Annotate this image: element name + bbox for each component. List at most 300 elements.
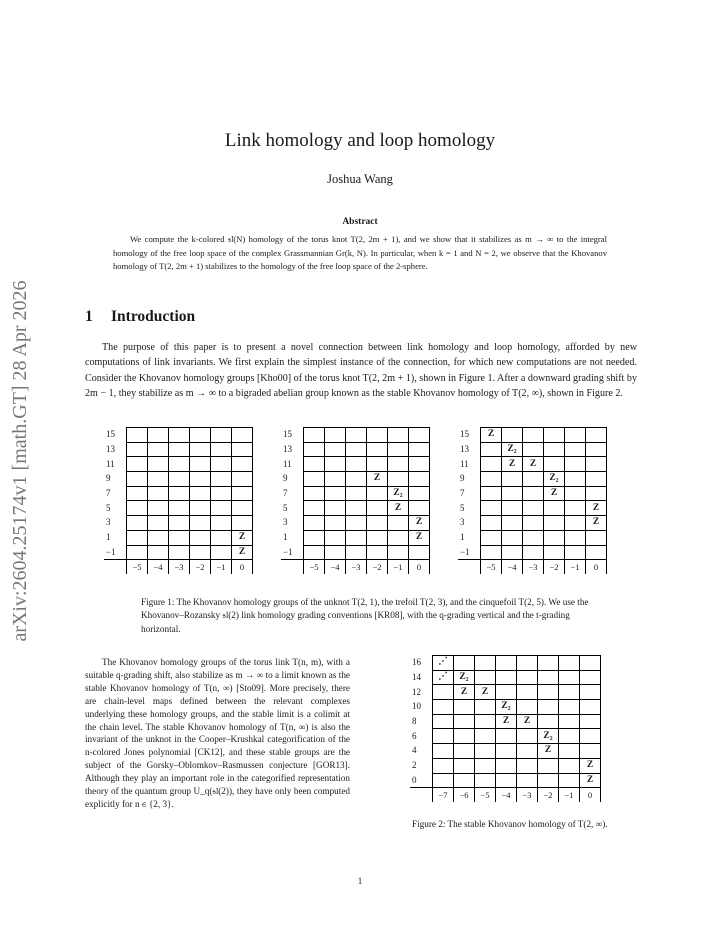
homology-cell [565,530,586,545]
homology-cell [523,530,544,545]
homology-cell [586,486,607,501]
q-grading-label: 13 [281,442,304,457]
homology-cell [544,442,565,457]
homology-cell [409,428,430,443]
homology-cell [190,516,211,531]
homology-cell [148,530,169,545]
q-grading-label: −1 [104,545,127,560]
abstract-text: We compute the k-colored 𝔰𝔩(N) homology of the torus knot T(2, 2m + 1), and we show that it stabilizes as m → ∞ to the integral homology of the free loop space of the complex Grassmannian Gr(k, N). In particular, when k = 1 and N = 2, we observe that the Khovanov homology of T(2, 2m + 1) stabilizes to the homology of the free loop space of the 2-sphere. [113,234,607,271]
homology-cell [148,545,169,560]
q-grading-label: 7 [104,486,127,501]
q-grading-label: 11 [281,457,304,472]
homology-cell [388,516,409,531]
homology-cell [367,530,388,545]
homology-cell [304,545,325,560]
homology-cell [544,501,565,516]
q-grading-label: 9 [104,472,127,487]
homology-cell [304,530,325,545]
homology-cell [304,516,325,531]
homology-cell [496,685,517,700]
homology-cell [517,670,538,685]
homology-cell [538,656,559,671]
q-grading-label: 5 [458,501,481,516]
homology-cell [565,457,586,472]
t-grading-label: 0 [232,560,253,575]
t-grading-label: −2 [544,560,565,575]
homology-cell: Z₂ [502,442,523,457]
homology-cell: Z [496,714,517,729]
q-grading-label: 1 [281,530,304,545]
t-grading-label: −4 [325,560,346,575]
homology-cell [190,457,211,472]
q-grading-label: 1 [458,530,481,545]
t-grading-label: −1 [211,560,232,575]
q-grading-label: 15 [458,428,481,443]
q-grading-label: −1 [281,545,304,560]
homology-cell [367,442,388,457]
homology-cell [496,656,517,671]
homology-cell [580,729,601,744]
homology-cell [148,516,169,531]
homology-cell [211,442,232,457]
homology-cell [475,773,496,788]
homology-cell [304,501,325,516]
t-grading-label: −7 [433,788,454,803]
homology-cell [544,530,565,545]
t-grading-label: −3 [523,560,544,575]
t-grading-label: −3 [169,560,190,575]
section-title: Introduction [111,308,196,325]
homology-cell [475,700,496,715]
t-grading-label: −5 [127,560,148,575]
homology-cell [127,442,148,457]
homology-cell [502,501,523,516]
q-grading-label: 3 [281,516,304,531]
homology-cell [388,530,409,545]
t-grading-label: −2 [538,788,559,803]
homology-cell [586,457,607,472]
homology-cell [502,472,523,487]
homology-cell [409,472,430,487]
homology-cell [169,457,190,472]
homology-cell [148,501,169,516]
homology-cell: Z [232,545,253,560]
homology-cell [517,700,538,715]
homology-cell [148,457,169,472]
homology-cell [346,516,367,531]
homology-cell [190,545,211,560]
homology-cell [454,656,475,671]
homology-cell [517,758,538,773]
homology-cell [454,700,475,715]
section-heading [85,308,195,326]
homology-cell [454,729,475,744]
homology-cell [565,516,586,531]
homology-cell [586,545,607,560]
q-grading-label: 5 [104,501,127,516]
homology-cell [565,428,586,443]
homology-cell [367,545,388,560]
homology-cell [454,714,475,729]
q-grading-label: 11 [104,457,127,472]
homology-cell [475,744,496,759]
t-grading-label: 0 [586,560,607,575]
homology-cell: Z₂ [496,700,517,715]
q-grading-label: 16 [410,656,433,671]
arxiv-identifier: arXiv:2604.25174v1 [math.GT] 28 Apr 2026 [9,280,31,642]
page-number: 1 [357,876,363,886]
figure-1-caption: Figure 1: The Khovanov homology groups of the unknot T(2, 1), the trefoil T(2, 3), and the cinquefoil T(2, 5). We use the Khovanov–Rozansky 𝔰𝔩(2) link homology grading conventions [KR08], with the q-grading vertical and the t-grading horizontal. [141,597,589,634]
homology-cell [211,486,232,501]
homology-cell [502,545,523,560]
homology-cell: Z [409,530,430,545]
homology-cell [169,486,190,501]
q-grading-label: 10 [410,700,433,715]
q-grading-label: 14 [410,670,433,685]
homology-cell [580,744,601,759]
homology-cell [481,501,502,516]
homology-cell [211,457,232,472]
homology-cell [148,472,169,487]
q-grading-label: 9 [281,472,304,487]
homology-cell [127,516,148,531]
homology-cell [523,486,544,501]
t-grading-label: −5 [304,560,325,575]
homology-cell [538,670,559,685]
homology-cell [232,501,253,516]
q-grading-label: 8 [410,714,433,729]
q-grading-label: 9 [458,472,481,487]
homology-cell [304,457,325,472]
homology-cell [538,700,559,715]
homology-cell [190,501,211,516]
homology-cell [367,501,388,516]
body-paragraph: The Khovanov homology groups of the torus link T(n, m), with a suitable q-grading shift, also stabilize as m → ∞ to a limit known as the stable Khovanov homology of T(n, ∞) [Sto09]. More precisely, there are chain-level maps defined between the relevant complexes underlying these homology groups, and the stable limit is a colimit at the chain level. The stable Khovanov homology of T(n, ∞) is also the invariant of the unknot in the Cooper–Krushkal categorification of the n-colored Jones polynomial [CK12], and these stable groups are the subject of the Gorsky–Oblomkov–Rasmussen conjecture [GOR13]. Although they play an important role in the categorified representation theory of the quantum group U_q(𝔰𝔩(2)), they have only been computed explicitly for n ∈ {2, 3}. [85,657,350,809]
paper-title: Link homology and loop homology [224,130,496,151]
homology-cell [454,773,475,788]
homology-cell [388,442,409,457]
t-grading-label: −2 [190,560,211,575]
homology-cell [433,744,454,759]
homology-cell [481,545,502,560]
homology-cell [211,516,232,531]
homology-cell [565,472,586,487]
homology-cell [232,442,253,457]
homology-cell [304,442,325,457]
homology-cell [454,758,475,773]
homology-cell [325,545,346,560]
homology-cell [325,472,346,487]
homology-cell [580,700,601,715]
homology-cell [475,758,496,773]
homology-cell [523,472,544,487]
khovanov-table-unknot [104,427,253,574]
homology-cell [481,486,502,501]
homology-cell [127,501,148,516]
homology-cell: Z [481,428,502,443]
homology-cell [346,545,367,560]
homology-cell: Z [232,530,253,545]
axis-corner [410,788,433,803]
homology-cell [325,428,346,443]
homology-cell [169,516,190,531]
homology-cell [538,758,559,773]
homology-cell [517,685,538,700]
homology-cell [523,428,544,443]
homology-cell [346,486,367,501]
homology-cell [433,700,454,715]
homology-cell: ⋰ [433,656,454,671]
t-grading-label: −4 [148,560,169,575]
homology-cell: Z [367,472,388,487]
axis-corner [458,560,481,575]
q-grading-label: 3 [104,516,127,531]
homology-cell [475,729,496,744]
intro-paragraph: The purpose of this paper is to present a novel connection between link homology and loop homology, afforded by new computations of link invariants. We first explain the simplest instance of the connection, for which new computations are not needed. Consider the Khovanov homology groups [Kho00] of the torus knot T(2, 2m + 1), shown in Figure 1. After a downward grading shift by 2m − 1, they stabilize as m → ∞ to a bigraded abelian group known as the stable Khovanov homology of T(2, ∞), shown in Figure 2. [85,342,637,399]
homology-cell [481,516,502,531]
homology-cell: Z [580,773,601,788]
t-grading-label: 0 [580,788,601,803]
homology-cell: ⋰ [433,670,454,685]
homology-cell [565,501,586,516]
homology-cell [544,428,565,443]
homology-cell [580,656,601,671]
author-name: Joshua Wang [327,172,393,186]
homology-cell [496,729,517,744]
homology-cell [325,457,346,472]
homology-cell [325,442,346,457]
homology-cell [388,545,409,560]
homology-cell [433,758,454,773]
homology-cell [580,670,601,685]
homology-cell [586,530,607,545]
homology-cell [409,545,430,560]
homology-cell [559,670,580,685]
homology-cell [190,486,211,501]
t-grading-label: −2 [367,560,388,575]
homology-cell [148,442,169,457]
homology-cell [232,457,253,472]
q-grading-label: 5 [281,501,304,516]
q-grading-label: 4 [410,744,433,759]
abstract-heading: Abstract [342,217,378,227]
homology-cell [232,472,253,487]
homology-cell: Z [454,685,475,700]
homology-cell [565,545,586,560]
homology-cell [346,530,367,545]
t-grading-label: −1 [559,788,580,803]
homology-cell: Z [580,758,601,773]
q-grading-label: 6 [410,729,433,744]
homology-cell [481,530,502,545]
q-grading-label: 7 [458,486,481,501]
homology-cell [346,442,367,457]
homology-cell [496,773,517,788]
homology-cell [169,501,190,516]
homology-cell [325,486,346,501]
homology-cell [409,457,430,472]
homology-cell [523,501,544,516]
homology-cell [565,486,586,501]
homology-cell [559,714,580,729]
homology-cell [502,530,523,545]
homology-cell [169,472,190,487]
homology-cell [538,773,559,788]
t-grading-label: −6 [454,788,475,803]
homology-cell [496,758,517,773]
homology-cell [409,442,430,457]
homology-cell [211,530,232,545]
homology-cell [346,472,367,487]
homology-cell [517,744,538,759]
homology-cell [454,744,475,759]
homology-cell [475,656,496,671]
homology-cell [433,729,454,744]
homology-cell [190,472,211,487]
homology-cell [346,501,367,516]
homology-cell [502,516,523,531]
homology-cell [544,457,565,472]
homology-cell [388,472,409,487]
homology-cell [502,428,523,443]
q-grading-label: 13 [458,442,481,457]
homology-cell [325,501,346,516]
axis-corner [281,560,304,575]
homology-cell [409,501,430,516]
homology-cell [304,486,325,501]
homology-cell: Z [388,501,409,516]
homology-cell [211,472,232,487]
homology-cell: Z [586,501,607,516]
homology-cell [409,486,430,501]
homology-cell: Z [523,457,544,472]
homology-cell: Z [502,457,523,472]
homology-cell: Z [586,516,607,531]
q-grading-label: 2 [410,758,433,773]
homology-cell [169,428,190,443]
t-grading-label: −1 [388,560,409,575]
homology-cell [475,670,496,685]
homology-cell: Z [517,714,538,729]
homology-cell [367,516,388,531]
q-grading-label: 15 [104,428,127,443]
homology-cell [127,428,148,443]
homology-cell [580,685,601,700]
q-grading-label: 12 [410,685,433,700]
homology-cell [232,516,253,531]
homology-cell [559,685,580,700]
homology-cell [517,729,538,744]
homology-cell [169,530,190,545]
homology-cell: Z [409,516,430,531]
homology-cell [325,530,346,545]
homology-cell [565,442,586,457]
homology-cell [127,457,148,472]
homology-cell [169,442,190,457]
homology-cell [544,545,565,560]
homology-cell [559,656,580,671]
homology-cell [586,442,607,457]
q-grading-label: 1 [104,530,127,545]
homology-cell [496,744,517,759]
homology-cell [475,714,496,729]
homology-cell [211,545,232,560]
homology-cell [559,773,580,788]
homology-cell [367,457,388,472]
homology-cell [232,486,253,501]
homology-cell [127,472,148,487]
t-grading-label: −4 [496,788,517,803]
homology-cell [586,472,607,487]
homology-cell [211,428,232,443]
q-grading-label: 11 [458,457,481,472]
axis-corner [104,560,127,575]
homology-cell [502,486,523,501]
q-grading-label: 13 [104,442,127,457]
q-grading-label: 0 [410,773,433,788]
q-grading-label: 15 [281,428,304,443]
homology-cell [433,685,454,700]
homology-cell [538,685,559,700]
figure-2-caption: Figure 2: The stable Khovanov homology of T(2, ∞). [412,819,608,829]
t-grading-label: −3 [517,788,538,803]
t-grading-label: 0 [409,560,430,575]
homology-cell [388,428,409,443]
section-number: 1 [85,308,93,325]
homology-cell [433,714,454,729]
t-grading-label: −4 [502,560,523,575]
homology-cell [304,472,325,487]
homology-cell [148,486,169,501]
homology-cell [325,516,346,531]
stable-khovanov-table [410,655,601,802]
q-grading-label: 3 [458,516,481,531]
homology-cell [127,486,148,501]
homology-cell [388,457,409,472]
homology-cell [523,516,544,531]
homology-cell [586,428,607,443]
q-grading-label: 7 [281,486,304,501]
homology-cell: Z₂ [454,670,475,685]
homology-cell: Z [475,685,496,700]
homology-cell [559,700,580,715]
homology-cell [481,442,502,457]
homology-cell: Z₂ [388,486,409,501]
homology-cell: Z₂ [538,729,559,744]
homology-cell [523,442,544,457]
t-grading-label: −5 [475,788,496,803]
homology-cell [190,530,211,545]
homology-cell [346,428,367,443]
homology-cell [559,744,580,759]
homology-cell [481,457,502,472]
homology-cell [190,428,211,443]
homology-cell [517,773,538,788]
homology-cell [517,656,538,671]
homology-cell [433,773,454,788]
homology-cell [190,442,211,457]
homology-cell [367,428,388,443]
homology-cell: Z [538,744,559,759]
khovanov-table-cinquefoil [458,427,607,574]
khovanov-table-trefoil [281,427,430,574]
homology-cell [127,545,148,560]
homology-cell: Z₂ [544,472,565,487]
t-grading-label: −1 [565,560,586,575]
homology-cell [580,714,601,729]
homology-cell [148,428,169,443]
homology-cell [304,428,325,443]
